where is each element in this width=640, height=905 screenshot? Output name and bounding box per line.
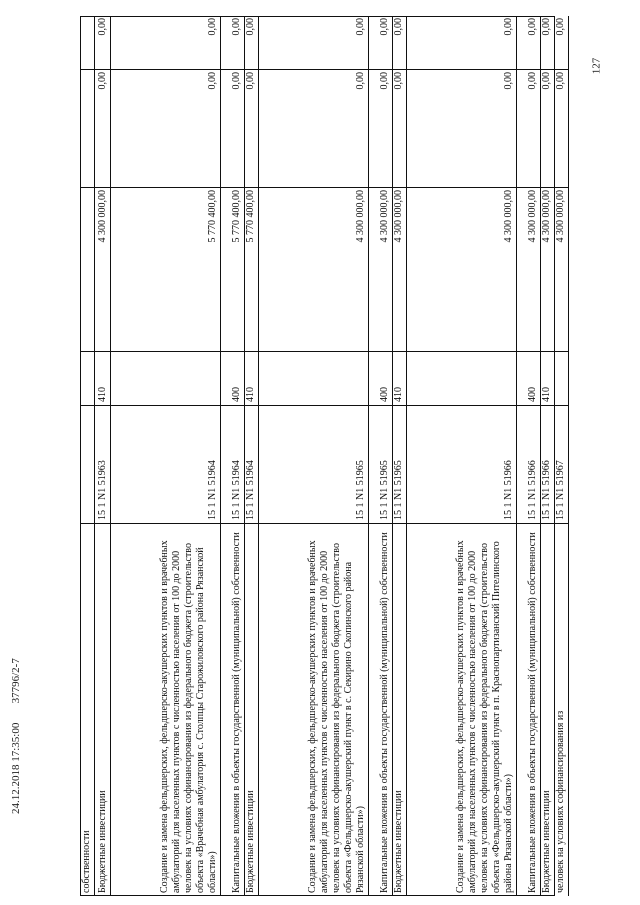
cell-amount-3-text: 0,00 xyxy=(527,18,538,36)
cell-expense-type-text: 410 xyxy=(393,387,404,402)
cell-amount-3 xyxy=(258,15,368,70)
cell-amount-1-text: 5 770 400,00 xyxy=(207,190,218,243)
cell-description xyxy=(258,524,368,896)
cell-amount-3-text: 0,00 xyxy=(245,18,256,36)
cell-amount-1-text: 5 770 400,00 xyxy=(245,190,256,243)
cell-expense-type xyxy=(392,351,406,406)
cell-expense-type-text: 400 xyxy=(231,387,242,402)
cell-amount-1-text: 4 300 000,00 xyxy=(97,190,108,243)
table-row xyxy=(244,16,259,896)
cell-amount-1 xyxy=(258,187,368,352)
table-row xyxy=(406,16,517,896)
cell-expense-type xyxy=(258,351,368,406)
cell-amount-2 xyxy=(406,69,516,188)
cell-code-text: 15 1 N1 51964 xyxy=(207,460,218,520)
cell-amount-3 xyxy=(220,15,244,70)
cell-code-text: 15 1 N1 51965 xyxy=(379,460,390,520)
cell-amount-1 xyxy=(94,187,110,352)
cell-description xyxy=(392,524,406,896)
footer-date: 24.12.2018 17:35:00 xyxy=(10,722,22,814)
cell-amount-2 xyxy=(368,69,392,188)
cell-amount-1-text: 4 300 000,00 xyxy=(379,190,390,243)
cell-code xyxy=(80,405,94,524)
cell-amount-3 xyxy=(554,15,568,70)
cell-description-text: Бюджетные инвестиции xyxy=(393,790,404,893)
cell-amount-2 xyxy=(110,69,220,188)
cell-amount-2 xyxy=(94,69,110,188)
rotated-table xyxy=(80,16,566,896)
cell-expense-type xyxy=(554,351,568,406)
cell-amount-1 xyxy=(368,187,392,352)
cell-code xyxy=(406,405,516,524)
cell-code xyxy=(540,405,554,524)
cell-amount-3 xyxy=(540,15,554,70)
cell-amount-2 xyxy=(220,69,244,188)
cell-code-text: 15 1 N1 51965 xyxy=(355,460,366,520)
cell-description xyxy=(244,524,258,896)
cell-amount-2-text: 0,00 xyxy=(355,72,366,90)
cell-amount-1 xyxy=(244,187,258,352)
cell-expense-type xyxy=(220,351,244,406)
cell-description-text: Создание и замена фельдшерских, фельдшерско-акушерских пунктов и врачебных амбулаторий для населенных пунктов с численностью населения от 100 до 2000 человек на условиях софинансирования из федерального бюджета (строительство объекта «Фельдшерско-акушерский пункт в с. Секирино Скопинского района Рязанской области») xyxy=(307,540,366,893)
cell-amount-3-text: 0,00 xyxy=(503,18,514,36)
cell-description-text: Создание и замена фельдшерских, фельдшерско-акушерских пунктов и врачебных амбулаторий для населенных пунктов с численностью населения от 100 до 2000 человек на условиях софинансирования из федерального бюджета (строительство объекта «Фельдшерско-акушерский пункт в п. Краснопартизанский Пителинского района Рязанской области») xyxy=(455,540,514,893)
cell-amount-1 xyxy=(554,187,568,352)
cell-amount-1-text: 4 300 000,00 xyxy=(393,190,404,243)
cell-code xyxy=(258,405,368,524)
cell-amount-3 xyxy=(406,15,516,70)
cell-amount-3 xyxy=(244,15,258,70)
cell-description xyxy=(540,524,554,896)
cell-amount-2-text: 0,00 xyxy=(207,72,218,90)
budget-table xyxy=(80,16,566,896)
footer xyxy=(10,658,22,814)
cell-code xyxy=(244,405,258,524)
cell-amount-2-text: 0,00 xyxy=(527,72,538,90)
cell-amount-1 xyxy=(406,187,516,352)
cell-expense-type xyxy=(516,351,540,406)
cell-amount-3-text: 0,00 xyxy=(207,18,218,36)
cell-amount-3-text: 0,00 xyxy=(379,18,390,36)
cell-amount-3-text: 0,00 xyxy=(541,18,552,36)
cell-expense-type-text: 410 xyxy=(541,387,552,402)
cell-amount-3 xyxy=(392,15,406,70)
table-row xyxy=(540,16,555,896)
cell-expense-type xyxy=(540,351,554,406)
cell-expense-type xyxy=(94,351,110,406)
cell-amount-3 xyxy=(80,15,94,70)
cell-description xyxy=(406,524,516,896)
cell-code-text: 15 1 N1 51964 xyxy=(231,460,242,520)
cell-expense-type xyxy=(368,351,392,406)
cell-amount-3-text: 0,00 xyxy=(555,18,566,36)
cell-code xyxy=(94,405,110,524)
cell-amount-3 xyxy=(110,15,220,70)
cell-expense-type xyxy=(244,351,258,406)
cell-expense-type-text: 400 xyxy=(379,387,390,402)
cell-amount-1-text: 4 300 000,00 xyxy=(355,190,366,243)
cell-amount-3 xyxy=(516,15,540,70)
table-row xyxy=(516,16,541,896)
table-row xyxy=(220,16,245,896)
cell-description-text: Капитальные вложения в объекты государственной (муниципальной) собственности xyxy=(231,532,242,893)
cell-amount-2-text: 0,00 xyxy=(245,72,256,90)
cell-description xyxy=(94,524,110,896)
table-row xyxy=(80,16,95,896)
cell-description-text: Создание и замена фельдшерских, фельдшерско-акушерских пунктов и врачебных амбулаторий для населенных пунктов с численностью населения от 100 до 2000 человек на условиях софинансирования из федерального бюджета (строительство объекта «Врачебная амбулатория с. Столпцы Старожиловского района Рязанской области») xyxy=(159,540,218,893)
cell-amount-1 xyxy=(110,187,220,352)
cell-amount-3 xyxy=(94,15,110,70)
cell-amount-1 xyxy=(80,187,94,352)
cell-amount-2-text: 0,00 xyxy=(503,72,514,90)
cell-amount-3-text: 0,00 xyxy=(393,18,404,36)
cell-amount-1-text: 5 770 400,00 xyxy=(231,190,242,243)
cell-code xyxy=(110,405,220,524)
cell-amount-1-text: 4 300 000,00 xyxy=(541,190,552,243)
cell-amount-3-text: 0,00 xyxy=(97,18,108,36)
cell-description xyxy=(516,524,540,896)
cell-code-text: 15 1 N1 51963 xyxy=(97,460,108,520)
cell-code-text: 15 1 N1 51966 xyxy=(541,460,552,520)
cell-description-text: Бюджетные инвестиции xyxy=(97,790,108,893)
cell-amount-2 xyxy=(392,69,406,188)
cell-amount-2-text: 0,00 xyxy=(379,72,390,90)
cell-amount-2-text: 0,00 xyxy=(97,72,108,90)
cell-amount-3-text: 0,00 xyxy=(231,18,242,36)
cell-amount-1 xyxy=(392,187,406,352)
cell-code xyxy=(368,405,392,524)
cell-amount-2-text: 0,00 xyxy=(541,72,552,90)
cell-code xyxy=(516,405,540,524)
cell-amount-1 xyxy=(220,187,244,352)
table-row xyxy=(392,16,407,896)
cell-description-text: Капитальные вложения в объекты государственной (муниципальной) собственности xyxy=(379,532,390,893)
cell-code xyxy=(554,405,568,524)
cell-amount-2 xyxy=(516,69,540,188)
cell-amount-2 xyxy=(80,69,94,188)
cell-amount-2-text: 0,00 xyxy=(231,72,242,90)
cell-description xyxy=(110,524,220,896)
cell-description-text: человек на условиях софинансирования из xyxy=(555,710,566,893)
cell-expense-type xyxy=(80,351,94,406)
table-row xyxy=(554,16,569,896)
cell-amount-2 xyxy=(540,69,554,188)
cell-description-text: Капитальные вложения в объекты государственной (муниципальной) собственности xyxy=(527,532,538,893)
cell-description xyxy=(554,524,568,896)
cell-amount-3 xyxy=(368,15,392,70)
cell-code-text: 15 1 N1 51966 xyxy=(503,460,514,520)
cell-amount-3-text: 0,00 xyxy=(355,18,366,36)
cell-expense-type-text: 410 xyxy=(245,387,256,402)
table-row xyxy=(258,16,369,896)
cell-code-text: 15 1 N1 51965 xyxy=(393,460,404,520)
cell-expense-type xyxy=(110,351,220,406)
cell-code-text: 15 1 N1 51966 xyxy=(527,460,538,520)
table-row xyxy=(368,16,393,896)
cell-code-text: 15 1 N1 51967 xyxy=(555,460,566,520)
cell-amount-2-text: 0,00 xyxy=(555,72,566,90)
cell-amount-2 xyxy=(244,69,258,188)
cell-expense-type xyxy=(406,351,516,406)
cell-amount-1 xyxy=(516,187,540,352)
cell-amount-2-text: 0,00 xyxy=(393,72,404,90)
cell-amount-1 xyxy=(540,187,554,352)
cell-code xyxy=(220,405,244,524)
cell-amount-2 xyxy=(258,69,368,188)
page-number: 127 xyxy=(589,57,602,75)
cell-amount-1-text: 4 300 000,00 xyxy=(527,190,538,243)
cell-description-text: Бюджетные инвестиции xyxy=(541,790,552,893)
cell-amount-1-text: 4 300 000,00 xyxy=(555,190,566,243)
cell-amount-2 xyxy=(554,69,568,188)
table-row xyxy=(94,16,111,896)
cell-expense-type-text: 410 xyxy=(97,387,108,402)
cell-description xyxy=(220,524,244,896)
cell-description xyxy=(80,524,94,896)
cell-amount-1-text: 4 300 000,00 xyxy=(503,190,514,243)
cell-description-text: собственности xyxy=(81,830,92,893)
cell-expense-type-text: 400 xyxy=(527,387,538,402)
cell-code xyxy=(392,405,406,524)
table-row xyxy=(110,16,221,896)
cell-code-text: 15 1 N1 51964 xyxy=(245,460,256,520)
cell-description xyxy=(368,524,392,896)
cell-description-text: Бюджетные инвестиции xyxy=(245,790,256,893)
footer-doc-number: 37796/2-7 xyxy=(10,658,22,704)
